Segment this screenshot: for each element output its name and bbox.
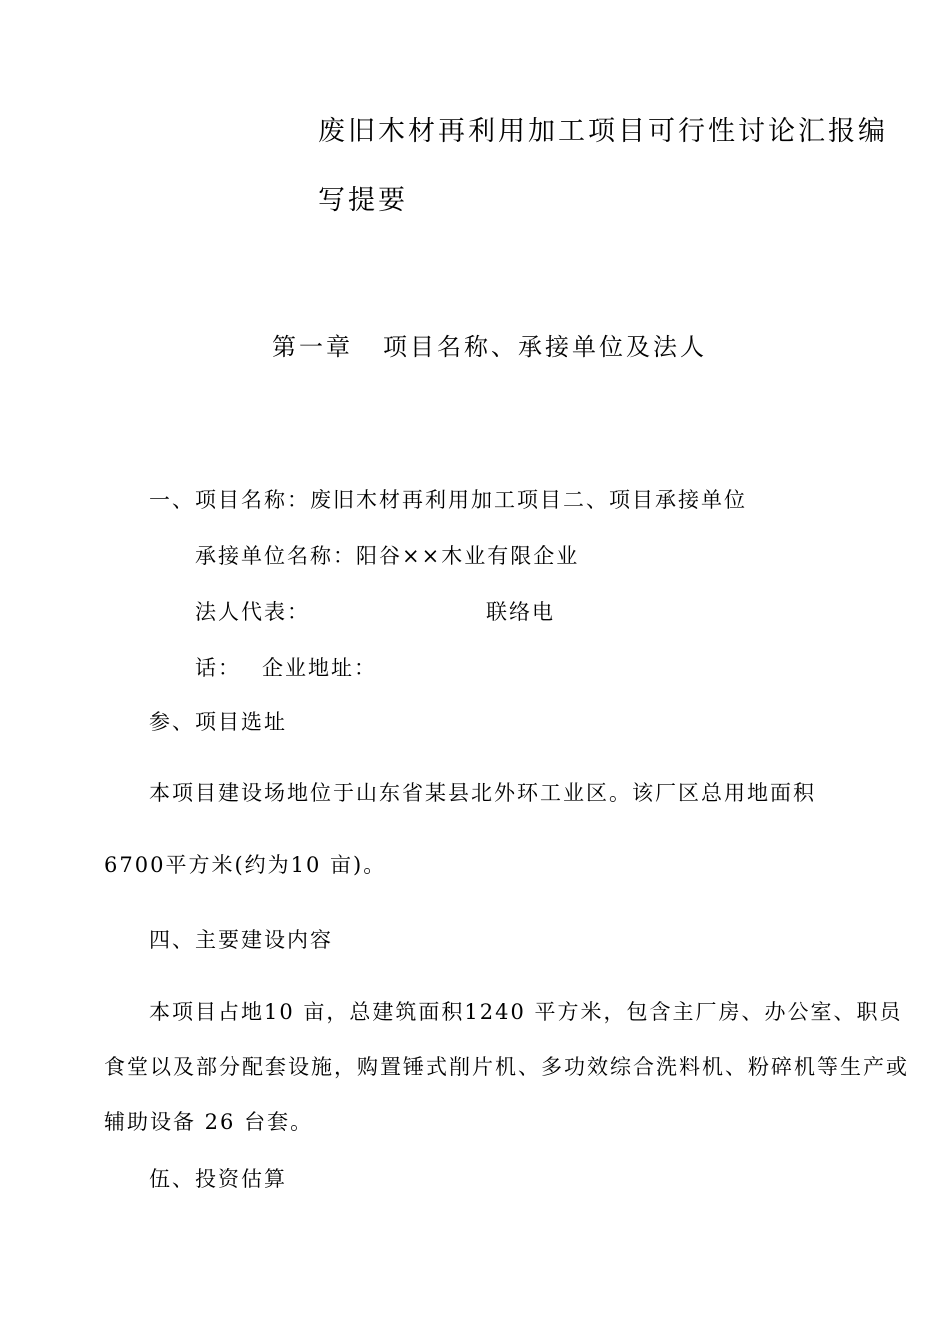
- document-title-line2: 写提要: [318, 185, 408, 216]
- chapter-number: 第一章: [272, 333, 353, 361]
- unit-name: 承接单位名称：阳谷××木业有限企业: [195, 544, 580, 568]
- legal-representative-label: 法人代表：: [195, 600, 310, 624]
- contact-phone-label-part2: 话：: [195, 656, 241, 680]
- site-text-line1: 本项目建设场地位于山东省某县北外环工业区。该厂区总用地面积: [149, 781, 816, 805]
- item-site-selection: 参、项目选址: [149, 710, 287, 734]
- chapter-heading: [272, 331, 707, 363]
- contact-phone-label-part1: 联络电: [486, 600, 555, 624]
- item-investment-estimate: 伍、投资估算: [149, 1167, 287, 1191]
- content-line3: 辅助设备 26 台套。: [104, 1110, 314, 1134]
- document-title-line1: 废旧木材再利用加工项目可行性讨论汇报编: [318, 116, 888, 147]
- content-line1: 本项目占地10 亩，总建筑面积1240 平方米，包含主厂房、办公室、职员: [149, 1000, 903, 1024]
- content-line2: 食堂以及部分配套设施，购置锤式削片机、多功效综合洗料机、粉碎机等生产或: [104, 1055, 909, 1079]
- chapter-title: 项目名称、承接单位及法人: [383, 333, 707, 361]
- item-main-construction: 四、主要建设内容: [149, 928, 333, 952]
- site-text-line2: 6700平方米(约为10 亩)。: [104, 853, 387, 877]
- company-address-label: 企业地址：: [262, 656, 377, 680]
- item-project-name: 一、项目名称：废旧木材再利用加工项目二、项目承接单位: [149, 488, 747, 512]
